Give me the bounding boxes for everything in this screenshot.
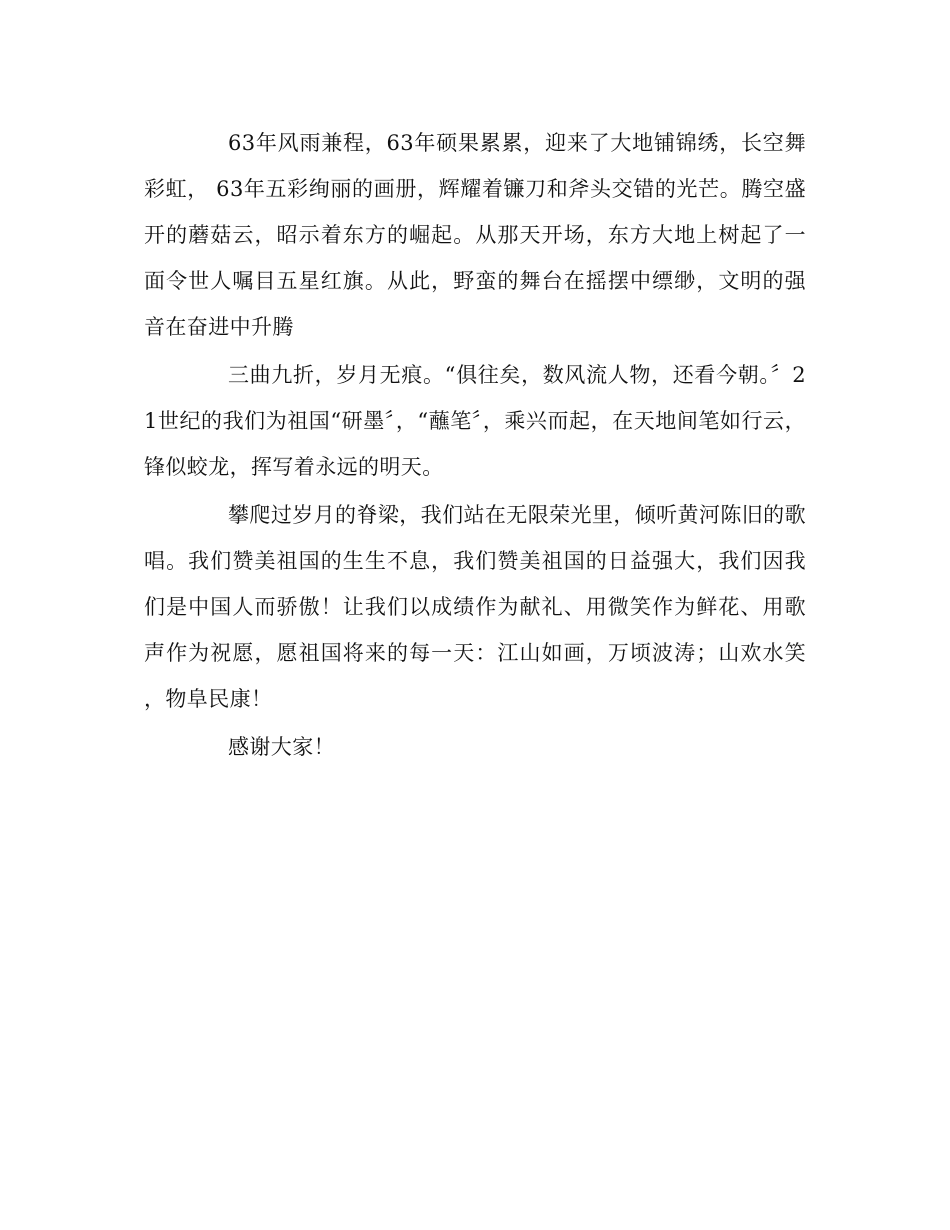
document-body <box>144 120 806 772</box>
paragraph-1: 63年风雨兼程，63年硕果累累，迎来了大地铺锦绣，长空舞彩虹， 63年五彩绚丽的画册，辉耀着镰刀和斧头交错的光芒。腾空盛开的蘑菇云，昭示着东方的崛起。从那天开场，东方大地上树起了一面令世人嘱目五星红旗。从此，野蛮的舞台在摇摆中缥缈，文明的强音在奋进中升腾 <box>144 131 806 339</box>
paragraph-3: 攀爬过岁月的脊梁，我们站在无限荣光里，倾听黄河陈旧的歌唱。我们赞美祖国的生生不息，我们赞美祖国的日益强大，我们因我们是中国人而骄傲！让我们以成绩作为献礼、用微笑作为鲜花、用歌声作为祝愿，愿祖国将来的每一天：江山如画，万顷波涛；山欢水笑，物阜民康！ <box>144 503 806 711</box>
paragraph-2: 三曲九折，岁月无痕。“俱往矣，数风流人物，还看今朝。〞21世纪的我们为祖国“研墨〞，“蘸笔〞，乘兴而起，在天地间笔如行云，锋似蛟龙，挥写着永远的明天。 <box>144 363 806 479</box>
closing-line: 感谢大家！ <box>228 735 335 759</box>
